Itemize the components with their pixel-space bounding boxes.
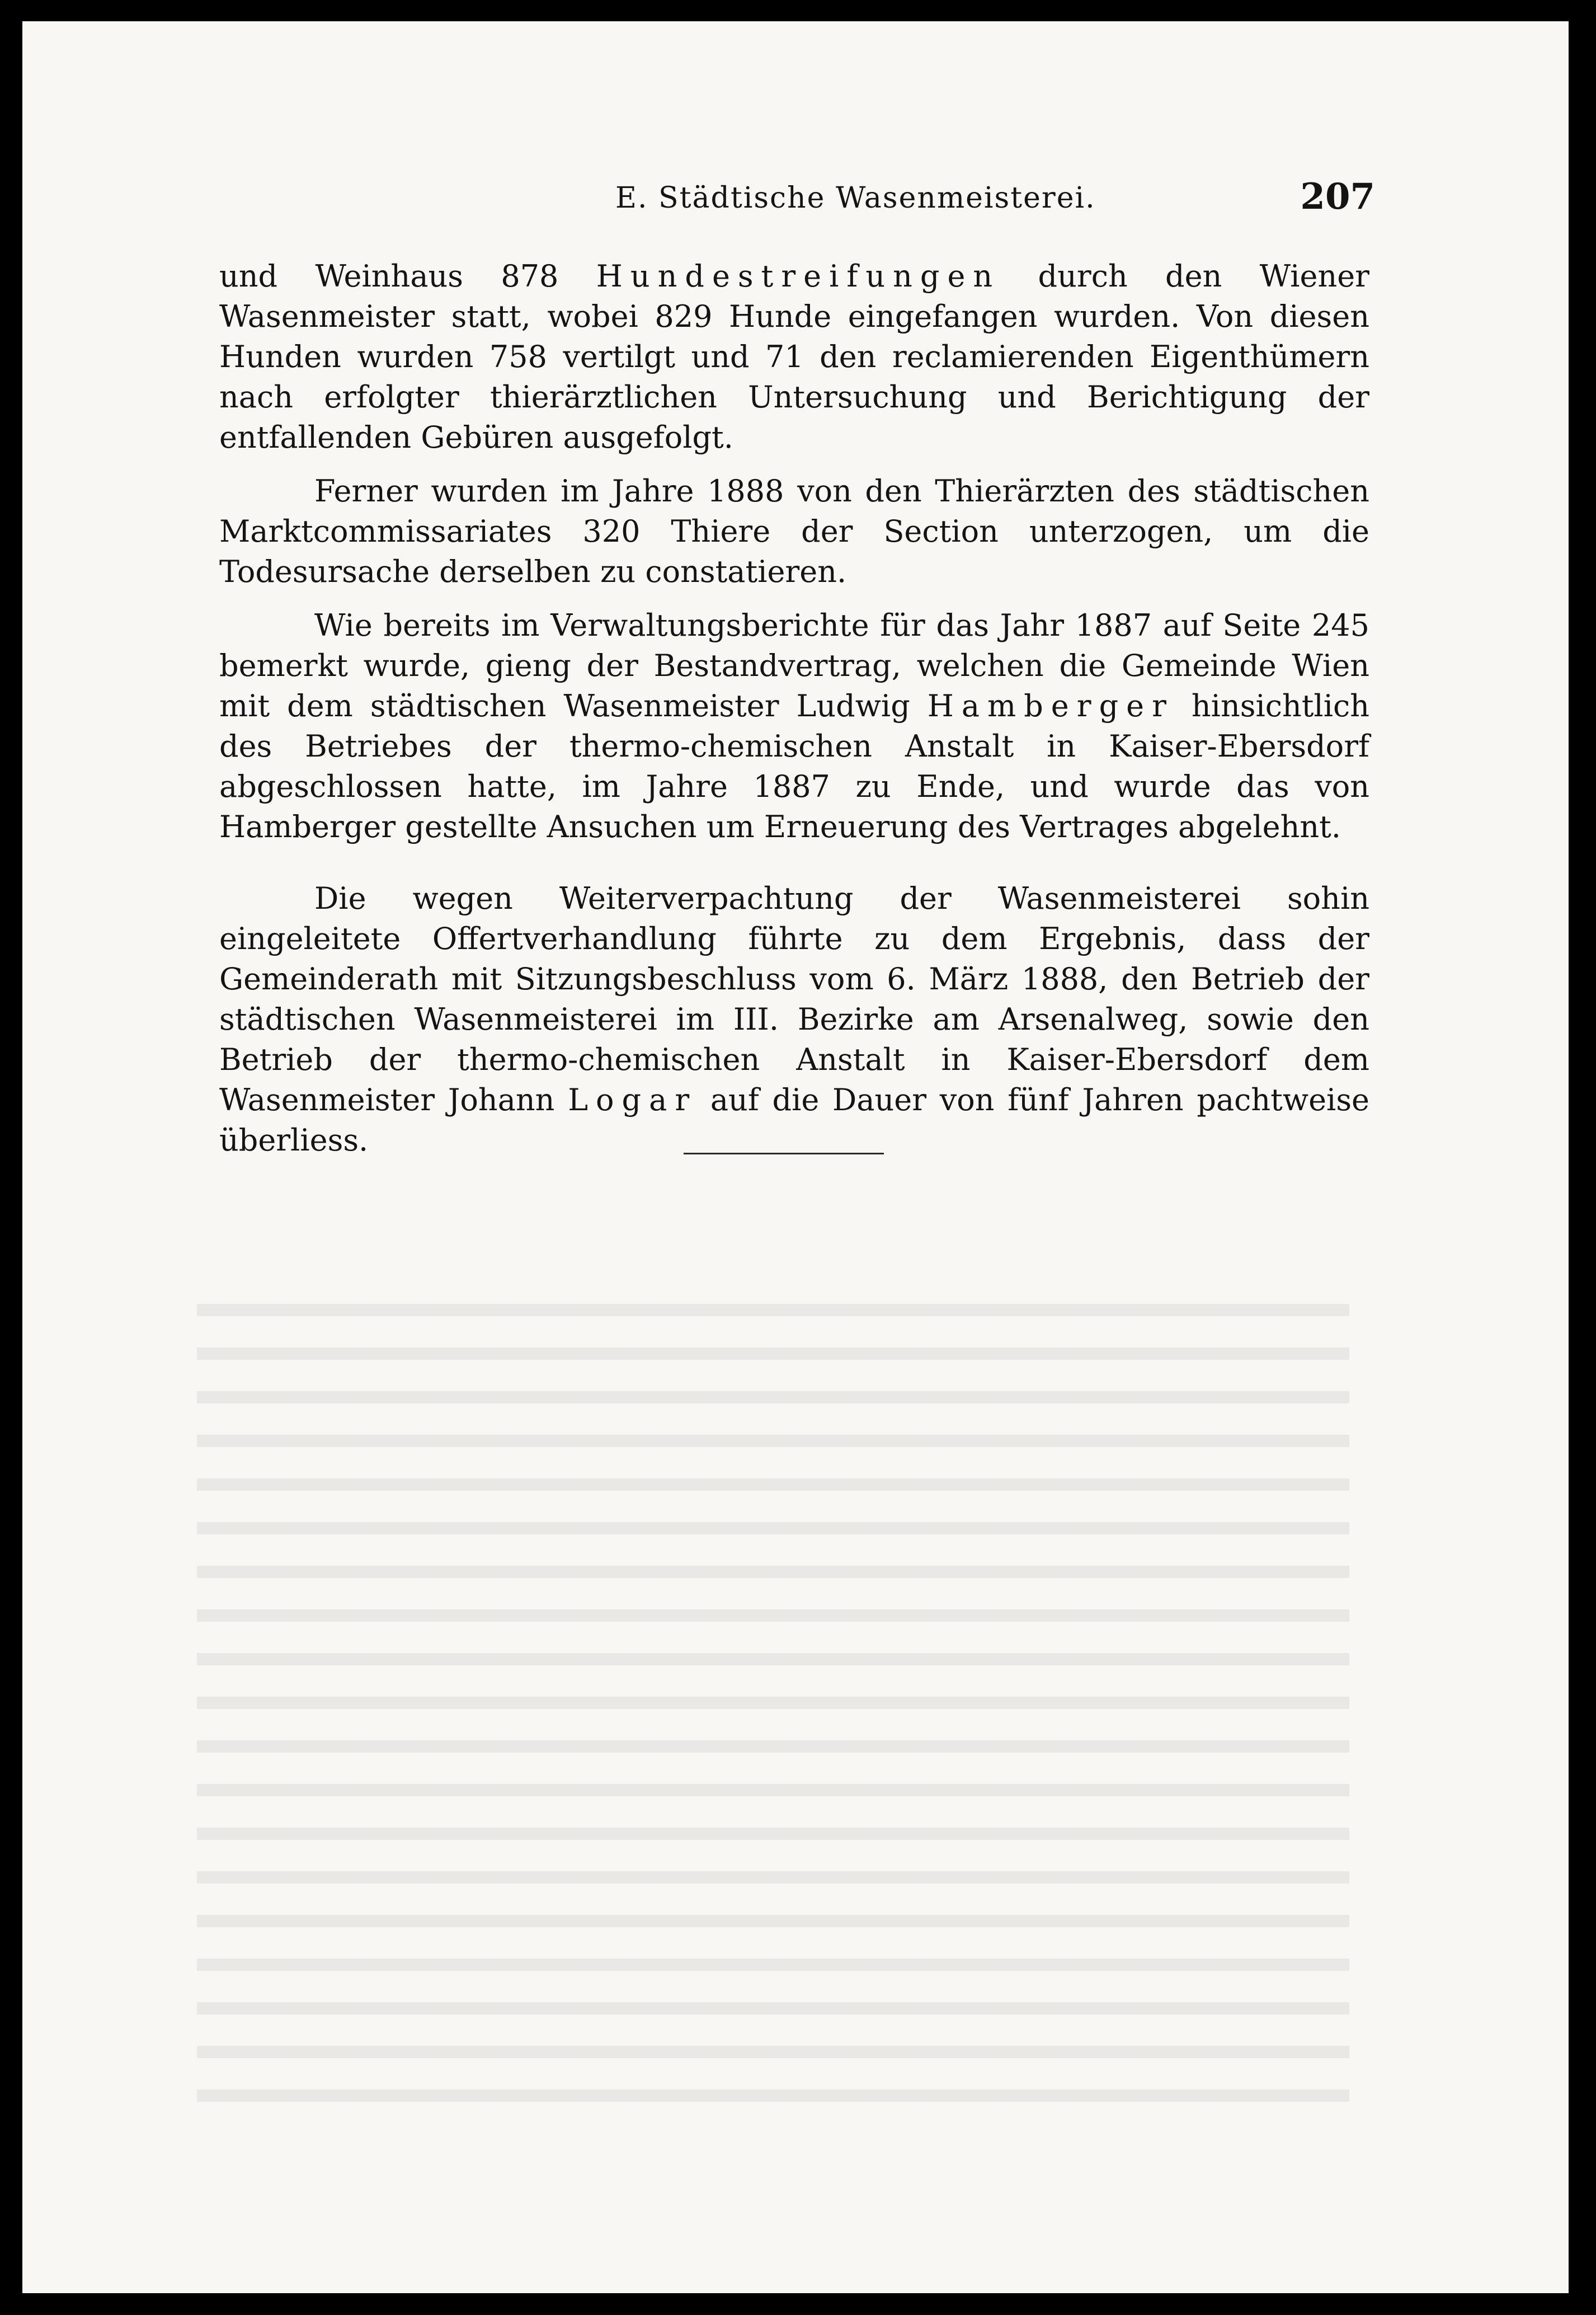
section-end-rule bbox=[684, 1153, 884, 1154]
paragraph-3 bbox=[219, 605, 1369, 847]
paragraph-4-text-start: Die wegen Weiterverpachtung der Wasenmeisterei sohin eingeleitete Offertverhandlung führte zu dem Ergebnis, dass der Gemeinderath mit Sitzungsbeschluss vom 6. März 1888, den Betrieb der städtischen Wasenmeisterei im III. Bezirke am Arsenalweg, sowie den Betrieb der thermo-chemischen Anstalt in Kaiser-Ebersdorf dem Wasenmeister Johann bbox=[219, 881, 1369, 1117]
body-text bbox=[219, 256, 1369, 1161]
paragraph-3-text-end: hinsichtlich des Betriebes der thermo-chemischen Anstalt in Kaiser-Ebersdorf abgeschlossen hatte, im Jahre 1887 zu Ende, und wurde das von Hamberger gestellte Ansuchen um Erneuerung des Vertrages abgelehnt. bbox=[219, 688, 1369, 844]
running-header: E. Städtische Wasenmeisterei. bbox=[615, 181, 1096, 215]
paragraph-1 bbox=[219, 256, 1369, 458]
show-through-texture bbox=[197, 1304, 1349, 2115]
page-number: 207 bbox=[1300, 176, 1375, 218]
paragraph-3-spaced-name: Hamberger bbox=[927, 688, 1174, 724]
paragraph-4-spaced-name: Logar bbox=[568, 1082, 698, 1117]
paragraph-1-text-start: und Weinhaus 878 bbox=[219, 259, 596, 294]
paragraph-4 bbox=[219, 879, 1369, 1161]
paragraph-2: Ferner wurden im Jahre 1888 von den Thierärzten des städtischen Marktcommissariates 320 Thiere der Section unterzogen, um die Todesursache derselben zu constatieren. bbox=[219, 473, 1369, 589]
paragraph-1-text-end: durch den Wiener Wasenmeister statt, wobei 829 Hunde eingefangen wurden. Von diesen Hunden wurden 758 vertilgt und 71 den reclamierenden Eigenthümern nach erfolgter thierärztlichen Untersuchung und Berichtigung der entfallenden Gebüren ausgefolgt. bbox=[219, 259, 1369, 455]
paragraph-3-text-start: Wie bereits im Verwaltungsberichte für das Jahr 1887 auf Seite 245 bemerkt wurde, gieng der Bestandvertrag, welchen die Gemeinde Wien mit dem städtischen Wasenmeister Ludwig bbox=[219, 608, 1369, 724]
paragraph-1-spaced-term: Hundestreifungen bbox=[596, 259, 1001, 294]
paragraph-4-text-end: auf die Dauer von fünf Jahren pachtweise überliess. bbox=[219, 1082, 1369, 1158]
